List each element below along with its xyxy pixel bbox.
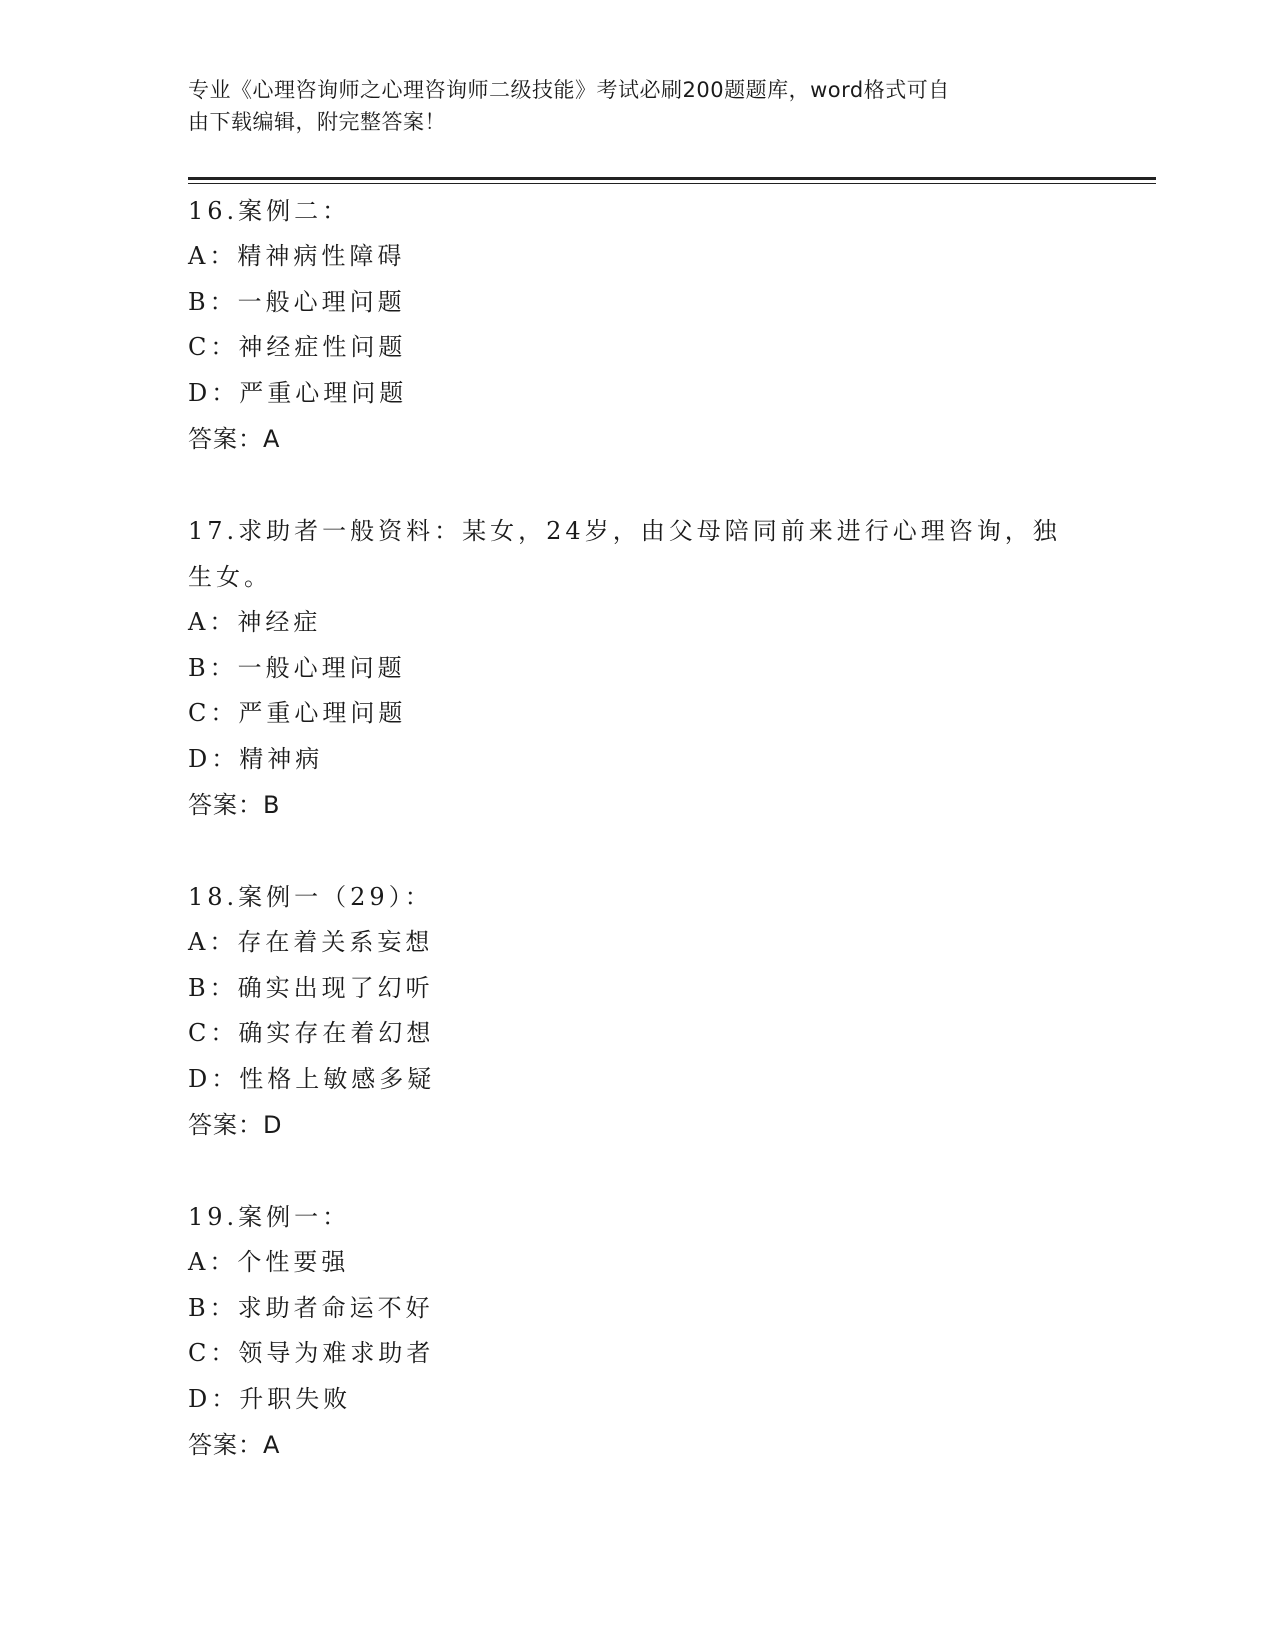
answer: 答案：D [188, 1111, 283, 1139]
question-list [188, 188, 1088, 1514]
option-a: A：个性要强 [188, 1248, 350, 1276]
option-c: C：确实存在着幻想 [188, 1019, 435, 1047]
option-b: B：确实出现了幻听 [188, 973, 434, 1002]
header-rule-thick [188, 177, 1156, 180]
question-stem-line-1: 17.求助者一般资料：某女，24岁，由父母陪同前来进行心理咨询，独 [188, 517, 1061, 545]
answer: 答案：B [188, 791, 281, 819]
option-d: D：升职失败 [188, 1384, 352, 1413]
question-16 [188, 188, 1088, 462]
question-18 [188, 874, 1088, 1148]
option-d: D：精神病 [188, 744, 324, 773]
option-d: D：性格上敏感多疑 [188, 1064, 436, 1093]
header-line-1: 专业《心理咨询师之心理咨询师二级技能》考试必刷200题题库，word格式可自 [188, 78, 950, 102]
question-stem-line-2: 生女。 [188, 563, 272, 591]
option-a: A：精神病性障碍 [188, 242, 406, 270]
answer: 答案：A [188, 425, 281, 453]
header-line-2: 由下载编辑，附完整答案！ [188, 110, 446, 134]
document-header [188, 74, 1068, 138]
option-b: B：一般心理问题 [188, 287, 406, 316]
option-a: A：存在着关系妄想 [188, 928, 434, 956]
option-b: B：求助者命运不好 [188, 1293, 434, 1322]
option-d: D：严重心理问题 [188, 378, 408, 407]
option-c: C：严重心理问题 [188, 699, 407, 727]
answer: 答案：A [188, 1431, 281, 1459]
question-19 [188, 1194, 1088, 1468]
question-stem: 18.案例一（29）： [188, 883, 433, 911]
question-17 [188, 508, 1088, 828]
option-a: A：神经症 [188, 608, 322, 636]
option-c: C：神经症性问题 [188, 333, 407, 361]
question-stem: 19.案例一： [188, 1203, 351, 1231]
option-c: C：领导为难求助者 [188, 1339, 435, 1367]
header-rule-thin [188, 183, 1156, 184]
question-stem: 16.案例二： [188, 197, 351, 225]
option-b: B：一般心理问题 [188, 653, 406, 682]
